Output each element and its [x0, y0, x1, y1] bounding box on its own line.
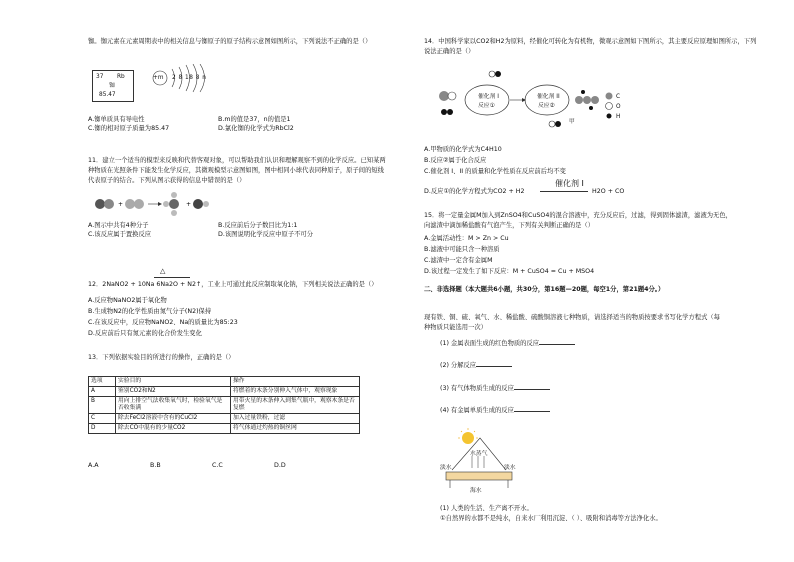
atom-legend	[604, 91, 614, 121]
q16-item-1	[440, 338, 575, 348]
table-row	[89, 414, 360, 424]
table-cell: 用向上排空气法收集氧气时，检验氧气是否收集满	[116, 397, 231, 414]
q16-item-3	[440, 383, 550, 393]
table-cell: 鉴别CO2和N2	[116, 387, 231, 397]
q15-stem-1: 15．将一定量金属M加入到ZnSO4和CuSO4的混合溶液中，充分反应后，过滤，得到固体滤渣，滤液为无色，	[424, 212, 732, 219]
catalyst-2-label: 催化剂 II	[537, 94, 560, 100]
q10-opt-a: A.铷单质具有导电性	[88, 116, 145, 123]
table-cell: 将燃着的木条分别伸入气体中，观察现象	[231, 387, 360, 397]
q13-opt-c: C.C	[212, 462, 223, 469]
table-header-cell: 实验目的	[116, 377, 231, 387]
q14-stem-1: 14．中国科学家以CO2和H2为原料，经催化可转化为有机物，微观示意图如下图所示，其主要反应原理如图所示，下列	[424, 38, 757, 45]
q13-opt-a: A.A	[88, 462, 99, 469]
table-header-cell: 选项	[89, 377, 116, 387]
q15-opt-c: C.滤渣中一定含有金属M	[424, 257, 493, 264]
table-cell: 除去FeCl2溶液中含有的CuCl2	[116, 414, 231, 424]
q11-stem-1: 11．建立一个适当的模型来反映和代替客观对象，可以帮助我们认识和理解观察不到的化学反应。已知某两	[88, 157, 386, 164]
legend-o: O	[616, 104, 621, 110]
q12-arrow-line	[154, 277, 190, 278]
q14-opt-a: A.甲物质的化学式为C4H10	[424, 146, 502, 153]
table-cell: A	[89, 387, 116, 397]
reaction-2-label: 反应②	[538, 103, 555, 109]
rb-name: 铷	[109, 83, 115, 89]
q14-opt-b: B.反应②属于化合反应	[424, 157, 487, 164]
vapor-label: 水蒸气	[470, 451, 488, 457]
q16-item-2-text: (2) 分解反应	[440, 362, 477, 369]
table-row	[89, 387, 360, 397]
q16-item-4	[440, 405, 550, 415]
catalyst-1-label: 催化剂 I	[478, 94, 499, 100]
q16-item-4-text: (4) 有金属单质生成的反应	[440, 407, 514, 414]
q15-opt-b: B.滤液中可能只含一种溶质	[424, 246, 500, 253]
q11-stem-3: 代表原子的结合。下列从图示获得的信息中错误的是（）	[88, 177, 246, 184]
q11-opt-d: D.该图说明化学反应中原子不可分	[218, 231, 314, 238]
table-cell: D	[89, 424, 116, 434]
q12-heat-triangle: △	[160, 267, 166, 275]
table-cell: 将气体通过灼热的铜丝网	[231, 424, 360, 434]
q14-opt-d-arrow	[540, 191, 588, 192]
q10-opt-c: C.铷的相对原子质量为85.47	[88, 125, 170, 132]
answer-blank[interactable]	[514, 383, 550, 390]
svg-text:+: +	[118, 201, 124, 208]
product-label: 甲	[569, 119, 575, 125]
rb-mass: 85.47	[99, 92, 116, 98]
rb-symbol: Rb	[117, 74, 125, 80]
table-cell: C	[89, 414, 116, 424]
q14-opt-d-tail: H2O + CO	[592, 188, 625, 195]
rb-nucleus: +m	[153, 75, 164, 81]
table-row	[89, 397, 360, 414]
table-cell: B	[89, 397, 116, 414]
table-cell: 用带火星的木条伸入到集气瓶中，观察木条是否复燃	[231, 397, 360, 414]
q16-item-1-text: (1) 金属表面生成的红色物质的反应	[440, 340, 540, 347]
q10-opt-b: B.m的值是37，n的值是1	[218, 116, 291, 123]
legend-h: H	[616, 114, 621, 120]
q11-opt-a: A.图示中共有4种分子	[88, 222, 149, 229]
q16-item-3-text: (3) 有气体物质生成的反应	[440, 385, 514, 392]
q12-stem: 12．2NaNO2 + 10Na 6Na2O + N2↑，工业上可通过此反应制取氧化钠，下列相关说法正确的是（）	[88, 281, 378, 288]
rb-shells: 2 8 18 8 n	[172, 75, 207, 81]
q14-opt-d-catalyst: 催化剂 I	[555, 179, 584, 188]
rb-element-card	[92, 70, 134, 102]
q12-opt-b: B.生成物N2的化学性质由氮气分子(N2)保持	[88, 308, 212, 315]
q13-table	[88, 376, 360, 434]
answer-blank[interactable]	[539, 338, 575, 345]
section-2-header: 二、非选择题（本大题共6小题，共30分，第16题—20题，每空1分，第21题4分。）	[424, 286, 665, 293]
q11-opt-c: C.该反应属于置换反应	[88, 231, 152, 238]
q13-opt-b: B.B	[150, 462, 161, 469]
fresh-water-left-label: 淡水	[440, 465, 452, 471]
q15-opt-a: A.金属活动性：M > Zn > Cu	[424, 235, 509, 242]
q12-opt-d: D.反应前后只有氮元素的化合价发生变化	[88, 330, 202, 337]
rb-atomic-number: 37	[96, 74, 104, 80]
q13-opt-d: D.D	[274, 462, 286, 469]
water-cycle-figure	[436, 426, 524, 494]
q12-opt-a: A.反应物NaNO2属于氧化物	[88, 297, 167, 304]
q10-stem: 铷。铷元素在元素周期表中的相关信息与铷原子的原子结构示意图如图所示，下列说法不正确的是（）	[88, 38, 372, 45]
q14-opt-d: D.反应①的化学方程式为CO2 + H2	[424, 188, 525, 195]
q11-opt-b: B.反应前后分子数目比为1:1	[218, 222, 298, 229]
q14-opt-c: C.催化剂 I、II 的质量和化学性质在反应前后均不变	[424, 168, 566, 175]
rb-atom-diagram	[150, 64, 210, 100]
table-header-row	[89, 377, 360, 387]
q17-item-1: (1) 人类的生活、生产离不开水。	[440, 505, 533, 512]
q17-item-2: ①自然界的水都不是纯水，自来水厂利用沉淀、（ ）、吸附和消毒等方法净化水。	[440, 515, 662, 522]
table-row	[89, 424, 360, 434]
q16-stem-2: 种物质只能选用一次）	[424, 324, 487, 331]
answer-blank[interactable]	[476, 360, 512, 367]
svg-text:+: +	[186, 201, 192, 208]
table-header-cell: 操作	[231, 377, 360, 387]
reaction-1-label: 反应①	[478, 103, 495, 109]
fresh-water-right-label: 淡水	[504, 465, 516, 471]
table-cell: 除去CO中混有的少量CO2	[116, 424, 231, 434]
q11-molecule-diagram	[92, 190, 242, 218]
table-cell: 加入过量铁粉，过滤	[231, 414, 360, 424]
q15-opt-d: D.该过程一定发生了如下反应：M + CuSO4 = Cu + MSO4	[424, 268, 595, 275]
q13-stem: 13．下列依据实验目的所进行的操作，正确的是（）	[88, 354, 235, 361]
q16-stem-1: 现有铁、铜、硫、氧气、水、稀盐酸、硫酸铜溶液七种物质，请选择适当的物质按要求书写化学方程式（每	[424, 314, 720, 321]
q12-opt-c: C.在该反应中，反应物NaNO2、Na的质量比为85:23	[88, 319, 238, 326]
q14-stem-2: 说法正确的是（）	[424, 48, 475, 55]
q11-stem-2: 种物质在光照条件下能发生化学反应，其微观模型示意图如图，图中相同小球代表同种原子，原子间的短线	[88, 167, 384, 174]
sea-water-label: 海水	[470, 488, 482, 494]
q15-stem-2: 向滤渣中滴加稀盐酸有气泡产生，下列有关判断正确的是（）	[424, 222, 595, 229]
q10-opt-d: D.氯化铷的化学式为RbCl2	[218, 125, 294, 132]
legend-c: C	[616, 94, 621, 100]
answer-blank[interactable]	[514, 405, 550, 412]
q16-item-2	[440, 360, 512, 370]
